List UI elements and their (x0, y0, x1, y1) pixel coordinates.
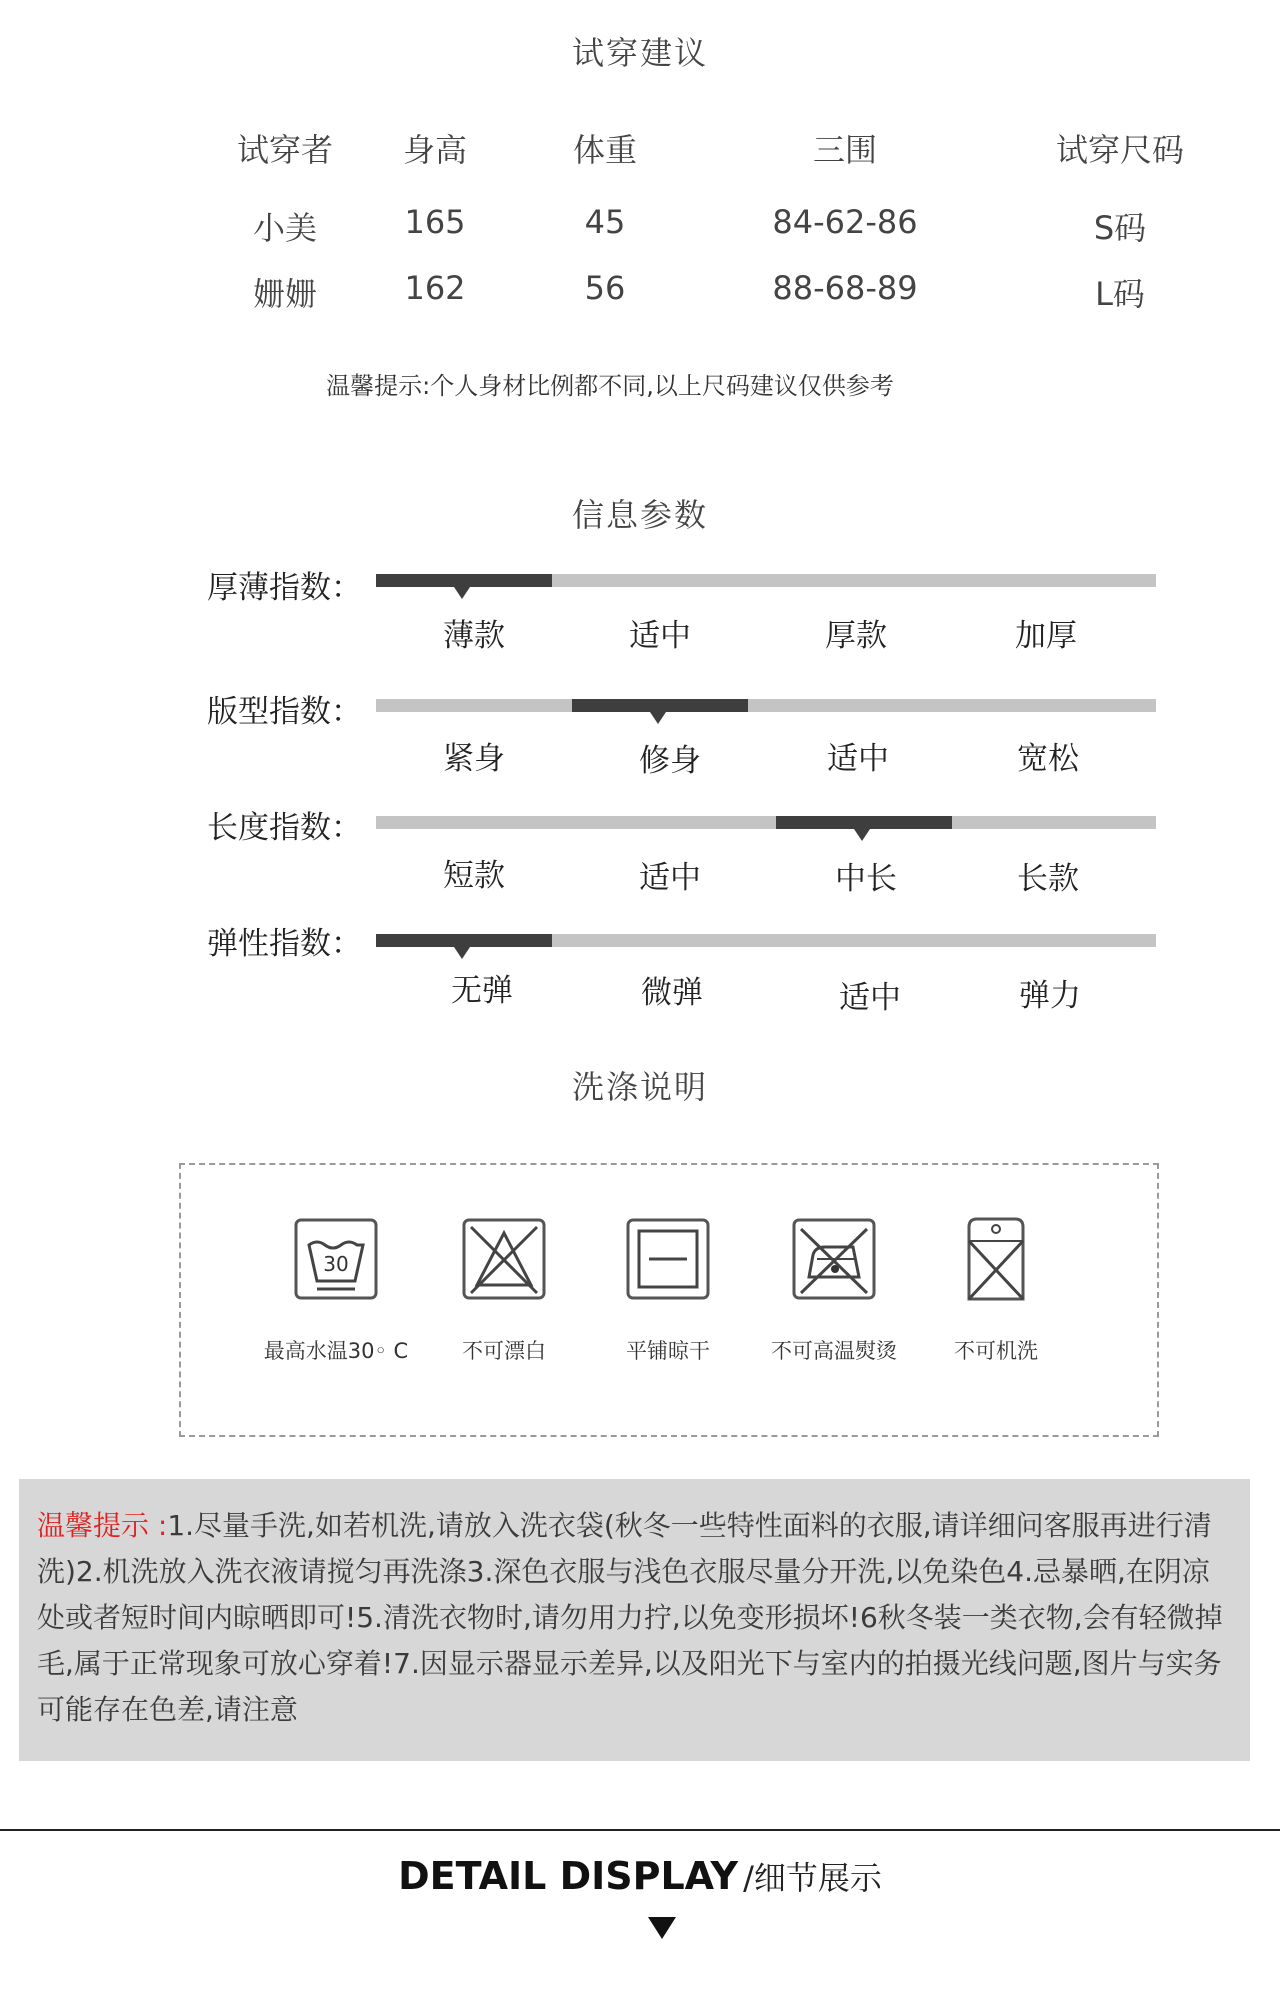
warm-tip-box (19, 1479, 1250, 1761)
section-divider (0, 1829, 1280, 1831)
elasticity-option: 微弹 (641, 975, 703, 1011)
dry-flat-icon (623, 1215, 713, 1305)
elasticity-option: 适中 (839, 980, 901, 1016)
wash-label: 平铺晾干 (626, 1339, 710, 1363)
wash-label: 不可漂白 (462, 1339, 546, 1363)
wash-instructions-box (179, 1163, 1159, 1437)
wash-item (583, 1215, 753, 1365)
table-row (200, 269, 1160, 335)
fit-option: 适中 (827, 741, 889, 777)
wash-item (251, 1215, 421, 1365)
fitting-table (200, 125, 1184, 335)
down-arrow-icon (648, 1917, 676, 1939)
header-cell: 三围 (812, 131, 877, 169)
wash-label: 不可机洗 (954, 1339, 1038, 1363)
length-option: 长款 (1017, 861, 1079, 897)
elasticity-index-marker (376, 934, 552, 947)
warm-tip-text: 1.尽量手洗,如若机洗,请放入洗衣袋(秋冬一些特性面料的衣服,请详细问客服再进行清洗)2.机洗放入洗衣液请搅匀再洗涤3.深色衣服与浅色衣服尽量分开洗,以免染色4.忌暴晒,在阴凉处或者短时间内晾晒即可!5.清洗衣物时,请勿用力拧,以免变形损坏!6秋冬装一类衣物,会有轻微掉毛,属于正常现象可放心穿着!7.因显示器显示差异,以及阳光下与室内的拍摄光线问题,图片与实务可能存在色差,请注意 (37, 1509, 1223, 1726)
detail-display-zh: /细节展示 (743, 1859, 882, 1897)
params-title: 信息参数 (571, 496, 708, 534)
thickness-option: 厚款 (825, 618, 887, 654)
thickness-index-label: 厚薄指数： (207, 570, 362, 606)
wash-30-icon (291, 1215, 381, 1305)
elasticity-option: 弹力 (1019, 978, 1081, 1014)
wash-item (749, 1215, 919, 1365)
table-cell: 162 (404, 269, 466, 307)
elasticity-option: 无弹 (451, 973, 513, 1009)
fit-option: 修身 (639, 743, 701, 779)
fit-index-marker (572, 699, 748, 712)
table-header-row (200, 125, 1184, 203)
elasticity-index-label: 弹性指数： (207, 926, 362, 962)
no-machine-wash-icon (951, 1215, 1041, 1305)
thickness-option: 薄款 (443, 618, 505, 654)
thickness-index-marker (376, 574, 552, 587)
table-cell: 小美 (252, 209, 317, 247)
table-cell: 84-62-86 (772, 203, 918, 241)
wash-item (419, 1215, 589, 1365)
wash-title: 洗涤说明 (571, 1068, 708, 1106)
header-cell: 试穿尺码 (1055, 131, 1184, 169)
table-cell: 165 (404, 203, 466, 241)
detail-display-heading (0, 1853, 1280, 1899)
fitting-tip: 温馨提示:个人身材比例都不同,以上尺码建议仅供参考 (326, 372, 894, 400)
length-index-track (376, 816, 1156, 829)
wash-item (911, 1215, 1081, 1365)
header-cell: 身高 (402, 131, 467, 169)
table-cell: S码 (1093, 209, 1147, 247)
detail-display-en: DETAIL DISPLAY (398, 1854, 738, 1898)
length-option: 短款 (443, 858, 505, 894)
wash-label: 不可高温熨烫 (771, 1339, 897, 1363)
table-cell: 56 (584, 269, 626, 307)
table-row (200, 203, 1160, 269)
no-hot-iron-icon (789, 1215, 879, 1305)
fit-option: 宽松 (1017, 741, 1079, 777)
wash-label: 最高水温30◦ C (263, 1339, 409, 1363)
elasticity-index-track (376, 934, 1156, 947)
thickness-option: 适中 (629, 618, 691, 654)
fitting-title: 试穿建议 (571, 34, 708, 72)
length-option: 适中 (639, 860, 701, 896)
table-cell: 姗姗 (252, 275, 317, 313)
length-index-marker (776, 816, 952, 829)
table-cell: 45 (584, 203, 626, 241)
no-bleach-icon (459, 1215, 549, 1305)
thickness-option: 加厚 (1015, 618, 1077, 654)
fit-option: 紧身 (443, 741, 505, 777)
warm-tip-prefix: 温馨提示 : (37, 1509, 168, 1542)
length-option: 中长 (835, 861, 897, 897)
thickness-index-track (376, 574, 1156, 587)
fit-index-label: 版型指数： (207, 694, 362, 730)
wash-temperature-text: 30 (323, 1252, 349, 1276)
fit-index-track (376, 699, 1156, 712)
length-index-label: 长度指数： (207, 810, 362, 846)
header-cell: 体重 (572, 131, 637, 169)
table-cell: L码 (1095, 275, 1145, 313)
header-cell: 试穿者 (236, 131, 333, 169)
table-cell: 88-68-89 (772, 269, 918, 307)
